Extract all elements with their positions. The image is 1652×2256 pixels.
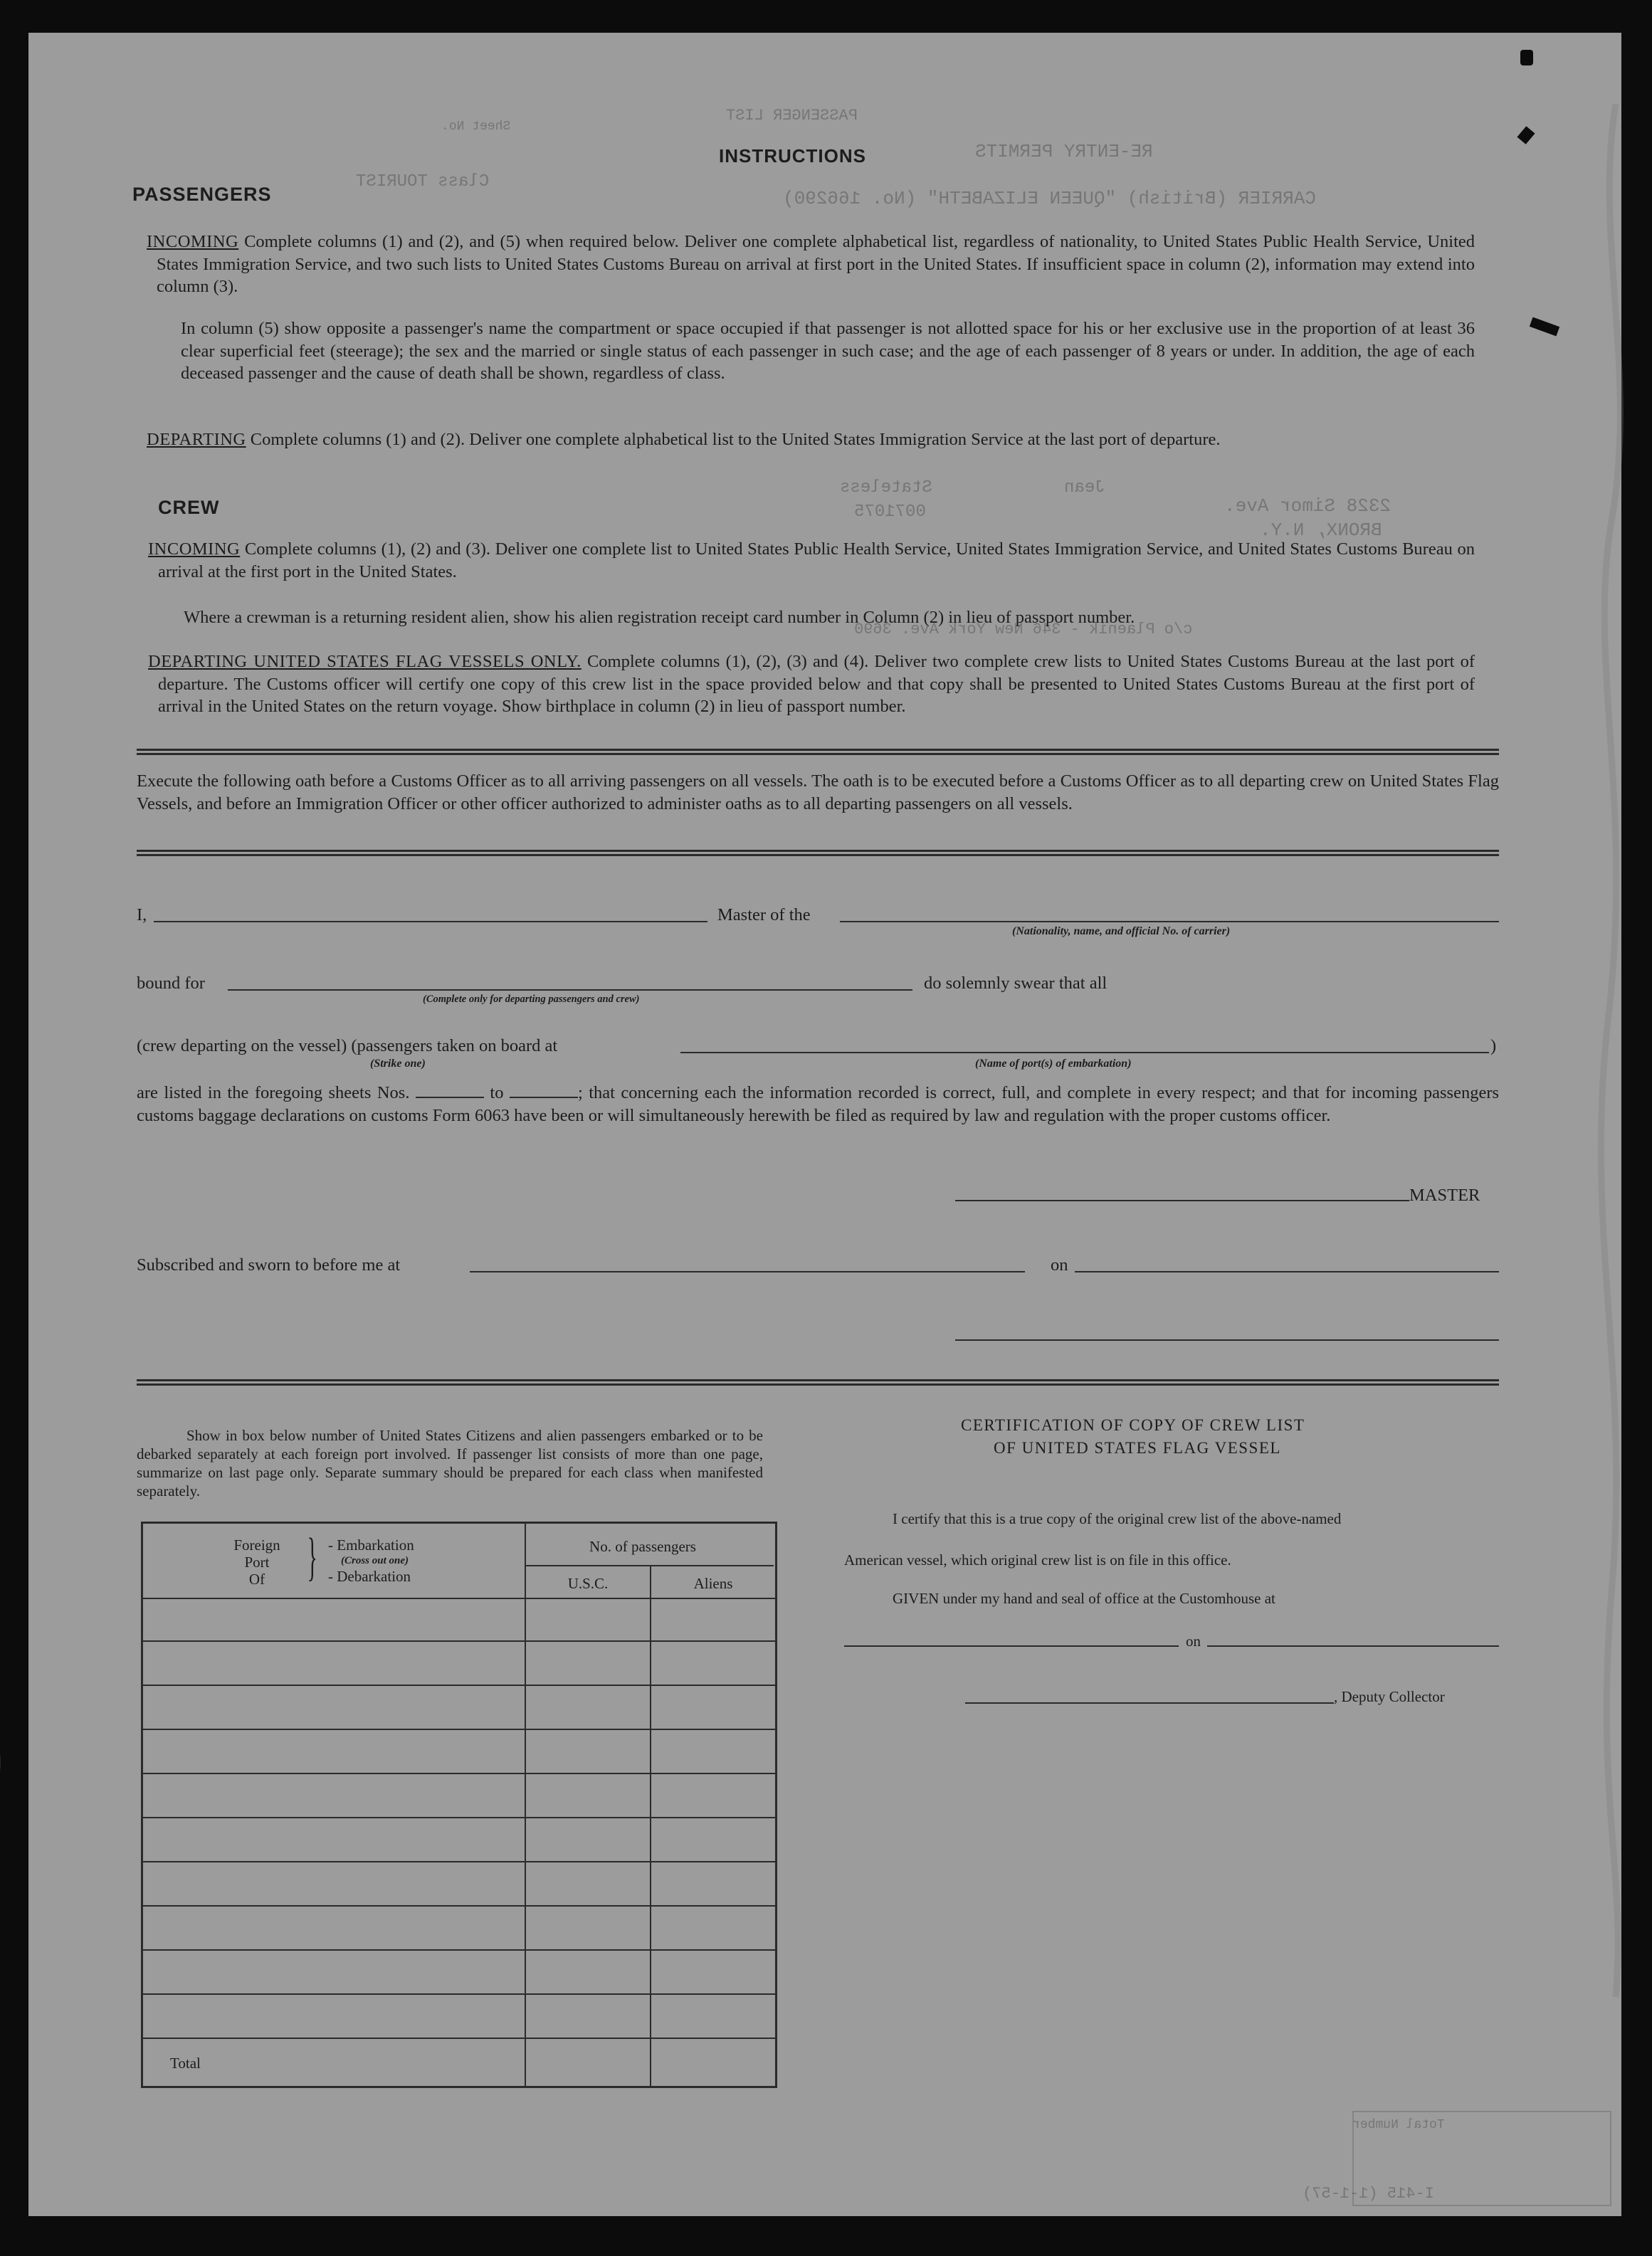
crew-incoming-text: Complete columns (1), (2) and (3). Deliver one complete list to United States Public Health Service, United States Immigration Service, and United States Customs Bureau on arrival at the first port in the United States.	[158, 539, 1475, 581]
bleed-address-2: BRONX, N.Y.	[1260, 520, 1382, 541]
certification-line-2: American vessel, which original crew list is on file in this office.	[844, 1551, 1231, 1569]
aliens-header: Aliens	[693, 1575, 733, 1592]
listed-paragraph	[137, 1082, 1499, 1127]
passengers-departing-paragraph	[147, 428, 1475, 451]
document-page	[28, 33, 1621, 2216]
bleed-address-1: 2328 Simor Ave.	[1224, 495, 1391, 517]
certification-line-3: GIVEN under my hand and seal of office at the Customhouse at	[893, 1590, 1275, 1607]
crew-resident-paragraph	[184, 606, 1475, 629]
bleed-passenger-list: PASSENGER LIST	[726, 107, 858, 125]
subscribed-date-field[interactable]	[1075, 1271, 1499, 1272]
handwriting-bleed-right	[1594, 90, 1637, 2032]
bleed-sheet: Sheet No.	[441, 120, 511, 134]
row-rule-3	[143, 1729, 775, 1730]
swear-label: do solemnly swear that all	[924, 974, 1108, 993]
col-divider-2	[650, 1565, 651, 2086]
officer-signature-field[interactable]	[955, 1339, 1499, 1341]
customhouse-field[interactable]	[844, 1645, 1179, 1647]
passengers-departing-text: Complete columns (1) and (2). Deliver one complete alphabetical list to the United States Immigration Service at the last port of departure.	[250, 430, 1221, 449]
row-rule-2	[143, 1685, 775, 1686]
embarkation-label: - Embarkation	[328, 1536, 414, 1554]
total-label: Total	[170, 2055, 201, 2072]
bleed-total-number: Total Number	[1352, 2118, 1445, 2132]
section-divider-2	[137, 850, 1499, 856]
sheet-from-field[interactable]	[416, 1097, 484, 1098]
bound-for-field[interactable]	[228, 989, 912, 991]
carrier-field[interactable]	[840, 921, 1499, 922]
crew-incoming-paragraph	[148, 538, 1475, 583]
passengers-column5-text: In column (5) show opposite a passenger's name the compartment or space occupied if that passenger is not allotted space for his or her exclusive use in the proportion of at least 36 clear superficial feet (steerage); the sex and the married or single status of each passenger in such case; and the age of each passenger of 8 years or under. In addition, the age of each deceased passenger and the cause of death shall be shown, regardless of class.	[181, 319, 1475, 383]
crew-departing-label: DEPARTING UNITED STATES FLAG VESSELS ONLY.	[148, 652, 582, 671]
bound-for-label: bound for	[137, 974, 205, 993]
brace: }	[307, 1528, 317, 1586]
strike-one-caption: (Strike one)	[370, 1058, 426, 1070]
subscribed-on-label: on	[1051, 1255, 1068, 1275]
bleed-total-box	[1352, 2111, 1611, 2206]
bleed-address-3: c/o Plaenik - 346 New York Ave. 3690	[854, 621, 1193, 638]
oath-i-label: I,	[137, 905, 147, 924]
listed-text-2: ; that concerning each the information recorded is correct, full, and complete in every respect; and that for incoming passengers customs baggage declarations on customs Form 6063 have been or will simultaneously herewith be filed as required by law and regulation with the proper customs officer.	[137, 1083, 1500, 1125]
passengers-column5-paragraph	[181, 317, 1475, 385]
crew-heading: CREW	[158, 497, 220, 518]
of-label: Of	[248, 1571, 265, 1588]
section-divider-1	[137, 749, 1499, 755]
passengers-departing-label: DEPARTING	[147, 430, 246, 449]
passengers-incoming-paragraph	[147, 231, 1475, 298]
deputy-signature-field[interactable]	[965, 1702, 1334, 1704]
close-paren: )	[1490, 1036, 1497, 1055]
bleed-reentry: RE-ENTRY PERMITS	[975, 141, 1153, 162]
cross-out-caption: (Cross out one)	[341, 1555, 409, 1566]
crew-departing-paragraph	[148, 650, 1475, 718]
row-rule-9	[143, 1993, 775, 1995]
crew-departing-text: Complete columns (1), (2), (3) and (4). Deliver two complete crew lists to United States Customs Bureau at the last port of departure. The Customs officer will certify one copy of this crew list in the space provided below and that copy shall be presented to United States Customs Bureau at the first port of arrival in the United States on the return voyage. Show birthplace in column (2) in lieu of passport number.	[158, 652, 1475, 716]
foreign-label: Foreign	[233, 1536, 280, 1554]
carrier-caption: (Nationality, name, and official No. of carrier)	[1012, 925, 1231, 937]
subscribed-label: Subscribed and sworn to before me at	[137, 1255, 401, 1275]
bleed-stateless: Stateless	[840, 478, 932, 497]
passenger-summary-table	[141, 1522, 777, 2088]
master-signature-field[interactable]	[955, 1200, 1409, 1201]
crew-incoming-label: INCOMING	[148, 539, 241, 559]
listed-to: to	[490, 1083, 504, 1102]
row-rule-6	[143, 1861, 775, 1862]
row-rule-10	[143, 2038, 775, 2039]
oath-intro: Execute the following oath before a Customs Officer as to all arriving passengers on all vessels. The oath is to be executed before a Customs Officer as to all departing crew on United States Flag Vessels, and before an Immigration Officer or other officer authorized to administer oaths as to all departing passengers on all vessels.	[137, 771, 1499, 813]
crew-resident-text: Where a crewman is a returning resident alien, show his alien registration receipt card number in Column (2) in lieu of passport number.	[184, 608, 1135, 627]
certification-line-1: I certify that this is a true copy of the original crew list of the above-named	[893, 1510, 1342, 1527]
bound-for-caption: (Complete only for departing passengers and crew)	[423, 993, 640, 1005]
certification-title-2: OF UNITED STATES FLAG VESSEL	[994, 1439, 1281, 1457]
certification-on-label: on	[1186, 1633, 1201, 1650]
row-rule-0	[143, 1598, 775, 1599]
master-name-field[interactable]	[154, 921, 707, 922]
certification-date-field[interactable]	[1207, 1645, 1499, 1647]
listed-text-1: are listed in the foregoing sheets Nos.	[137, 1083, 410, 1102]
master-label: MASTER	[1409, 1186, 1480, 1205]
bleed-carrier: CARRIER (British) "QUEEN ELIZABETH" (No. 166290)	[783, 188, 1316, 209]
row-rule-8	[143, 1949, 775, 1951]
subscribed-place-field[interactable]	[470, 1271, 1025, 1272]
instructions-title: INSTRUCTIONS	[719, 145, 866, 167]
col-divider-1	[525, 1524, 526, 2086]
passengers-heading: PASSENGERS	[132, 184, 272, 205]
no-passengers-header: No. of passengers	[589, 1538, 696, 1555]
section-divider-3	[137, 1379, 1499, 1386]
edge-mark-1	[1520, 50, 1533, 65]
sheet-to-field[interactable]	[510, 1097, 578, 1098]
usc-header: U.S.C.	[567, 1575, 609, 1592]
passengers-incoming-label: INCOMING	[147, 232, 239, 251]
summary-instructions: Show in box below number of United States Citizens and alien passengers embarked or to be debarked separately at each foreign port involved. If passenger list consists of more than one page, summarize on last page only. Separate summary should be prepared for each class when manifested separately.	[137, 1427, 763, 1499]
master-of-the-label: Master of the	[717, 905, 811, 924]
bleed-number: 0071075	[854, 502, 926, 522]
passengers-incoming-text: Complete columns (1) and (2), and (5) when required below. Deliver one complete alphabetical list, regardless of nationality, to United States Public Health Service, United States Immigration Service, and two such lists to United States Customs Bureau on arrival at first port in the United States. If insufficient space in column (2), information may extend into column (3).	[157, 232, 1475, 296]
bleed-jean: Jean	[1064, 478, 1105, 497]
embarkation-port-field[interactable]	[680, 1052, 1489, 1053]
bleed-form-no: I-415 (1-1-57)	[1303, 2185, 1434, 2203]
port-caption: (Name of port(s) of embarkation)	[975, 1058, 1132, 1070]
port-label: Port	[244, 1554, 270, 1571]
debarkation-label: - Debarkation	[328, 1568, 411, 1585]
bleed-class: Class TOURIST	[356, 172, 490, 191]
row-rule-5	[143, 1817, 775, 1818]
certification-title-1: CERTIFICATION OF COPY OF CREW LIST	[961, 1416, 1305, 1434]
crew-departing-label: (crew departing on the vessel) (passengers taken on board at	[137, 1036, 558, 1055]
row-rule-4	[143, 1773, 775, 1774]
deputy-collector-label: , Deputy Collector	[1334, 1688, 1445, 1705]
row-rule-7	[143, 1905, 775, 1907]
row-rule-1	[143, 1640, 775, 1642]
